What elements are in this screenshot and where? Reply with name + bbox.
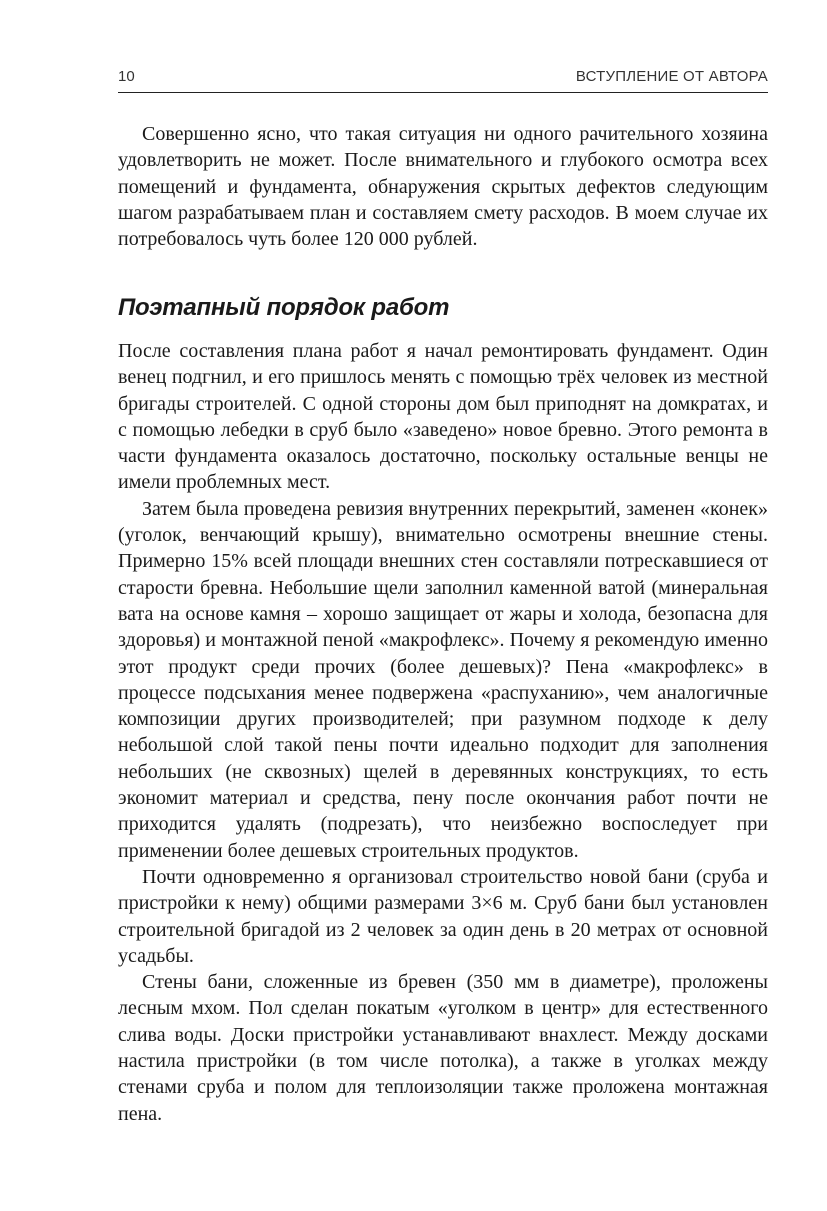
section-body [118,338,768,1127]
intro-paragraph: Совершенно ясно, что такая ситуация ни одного рачительного хозяина удовлетворить не может. После внимательного и глубокого осмотра всех помещений и фундамента, обнаружения скрытых дефектов следующим шагом разрабатываем план и составляем смету расходов. В моем случае их потребовалось чуть более 120 000 рублей. [118,123,768,251]
section-heading: Поэтапный порядок работ [118,294,450,321]
running-head-title: ВСТУПЛЕНИЕ ОТ АВТОРА [575,68,768,85]
intro-block [118,121,768,252]
paragraph-4: Стены бани, сложенные из бревен (350 мм в диаметре), проложены лесным мхом. Пол сделан покатым «уголком в центр» для естественного слива воды. Доски пристройки устанавливают внахлест. Между досками настила пристройки (в том числе потолка), а также в уголках между стенами сруба и полом для теплоизоляции также проложена монтажная пена. [118,971,768,1125]
page-number: 10 [118,68,135,85]
paragraph-1: После составления плана работ я начал ремонтировать фундамент. Один венец подгнил, и его пришлось менять с помощью трёх человек из местной бригады строителей. С одной стороны дом был приподнят на домкратах, и с помощью лебедки в сруб было «заведено» новое бревно. Этого ремонта в части фундамента оказалось достаточно, поскольку остальные венцы не имели проблемных мест. [118,340,768,494]
paragraph-3: Почти одновременно я организовал строительство новой бани (сруба и пристройки к нему) общими размерами 3×6 м. Сруб бани был установлен строительной бригадой из 2 человек за один день в 20 метрах от основной усадьбы. [118,865,768,967]
paragraph-2: Затем была проведена ревизия внутренних перекрытий, заменен «конек» (уголок, венчающий крышу), внимательно осмотрены внешние стены. Примерно 15% всей площади внешних стен составляли потрескавшиеся от старости бревна. Небольшие щели заполнил каменной ватой (минеральная вата на основе камня – хорошо защищает от жары и холода, безопасна для здоровья) и монтажной пеной «макрофлекс». Почему я рекомендую именно этот продукт среди прочих (более дешевых)? Пена «макрофлекс» в процессе подсыхания менее подвержена «распуханию», чем аналогичные композиции других производителей; при разумном подходе к делу небольшой слой такой пены почти идеально подходит для заполнения небольших (не сквозных) щелей в деревянных конструкциях, то есть экономит материал и средства, пену после окончания работ почти не приходится удалять (подрезать), что неизбежно воспоследует при применении более дешевых строительных продуктов. [118,497,768,862]
running-header [118,66,768,93]
